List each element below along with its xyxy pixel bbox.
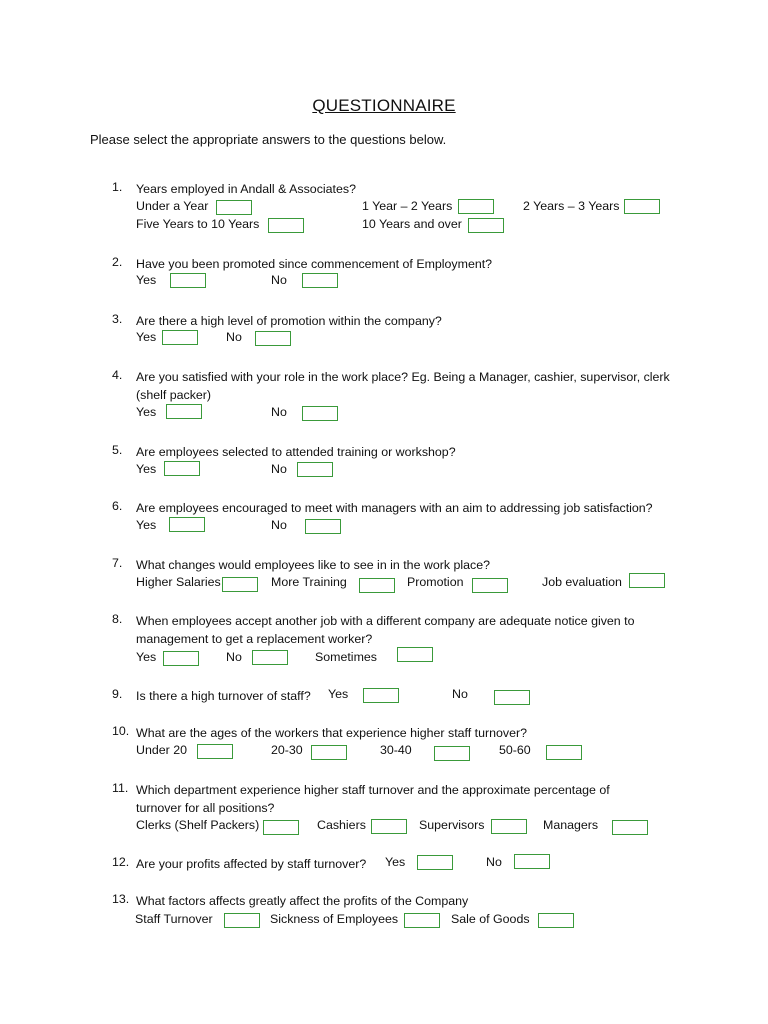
checkbox[interactable]	[494, 690, 530, 705]
checkbox[interactable]	[404, 913, 440, 928]
checkbox[interactable]	[163, 651, 199, 666]
question-text: Are there a high level of promotion within the company?	[136, 314, 442, 328]
question-number: 10.	[112, 724, 130, 738]
checkbox[interactable]	[252, 650, 288, 665]
checkbox[interactable]	[216, 200, 252, 215]
question-text: Which department experience higher staff turnover and the approximate percentage of turnover for all positions?	[136, 783, 610, 815]
question-text: Are employees encouraged to meet with managers with an aim to addressing job satisfaction?	[136, 501, 653, 515]
question-number: 8.	[112, 612, 123, 626]
option-label: Yes	[136, 462, 157, 476]
question-text: Are your profits affected by staff turnover?	[136, 857, 367, 871]
option-label: Job evaluation	[542, 575, 622, 589]
question-number: 2.	[112, 255, 123, 269]
checkbox[interactable]	[297, 462, 333, 477]
option-label: No	[271, 462, 287, 476]
option-label: No	[452, 687, 468, 701]
option-label: Yes	[328, 687, 349, 701]
checkbox[interactable]	[371, 819, 407, 834]
question-number: 13.	[112, 892, 130, 906]
answer-row	[136, 743, 756, 762]
question-number: 5.	[112, 443, 123, 457]
question-text: What changes would employees like to see in in the work place?	[136, 558, 491, 572]
option-label: No	[486, 855, 502, 869]
option-label: Yes	[136, 405, 157, 419]
option-label: Promotion	[407, 575, 464, 589]
option-label: Yes	[136, 518, 157, 532]
answer-row	[136, 575, 756, 594]
checkbox[interactable]	[268, 218, 304, 233]
question-number: 3.	[112, 312, 123, 326]
checkbox[interactable]	[311, 745, 347, 760]
option-label: Sale of Goods	[451, 912, 530, 926]
checkbox[interactable]	[434, 746, 470, 761]
answer-row	[136, 650, 756, 669]
option-label: Under 20	[136, 743, 187, 757]
checkbox[interactable]	[468, 218, 504, 233]
checkbox[interactable]	[472, 578, 508, 593]
answer-row	[136, 199, 756, 218]
checkbox[interactable]	[255, 331, 291, 346]
option-label: 30-40	[380, 743, 412, 757]
option-label: Yes	[136, 330, 157, 344]
checkbox[interactable]	[363, 688, 399, 703]
answer-row	[136, 462, 756, 481]
checkbox[interactable]	[514, 854, 550, 869]
checkbox[interactable]	[302, 273, 338, 288]
question-text: Have you been promoted since commencement of Employment?	[136, 257, 493, 271]
checkbox[interactable]	[458, 199, 494, 214]
checkbox[interactable]	[224, 913, 260, 928]
answer-row	[136, 273, 756, 292]
option-label: Supervisors	[419, 818, 485, 832]
option-label: Yes	[136, 273, 157, 287]
checkbox[interactable]	[491, 819, 527, 834]
option-label: No	[271, 273, 287, 287]
checkbox[interactable]	[263, 820, 299, 835]
option-label: 50-60	[499, 743, 531, 757]
question-text: Are you satisfied with your role in the work place? Eg. Being a Manager, cashier, supervisor, clerk (shelf packer)	[136, 370, 670, 402]
option-label: Yes	[385, 855, 406, 869]
question-number: 9.	[112, 687, 123, 701]
option-label: No	[271, 518, 287, 532]
option-label: Sometimes	[315, 650, 377, 664]
option-label: No	[226, 330, 242, 344]
answer-row	[136, 405, 756, 424]
question-text: What are the ages of the workers that experience higher staff turnover?	[136, 726, 527, 740]
option-label: 1 Year – 2 Years	[362, 199, 453, 213]
question-text: Years employed in Andall & Associates?	[136, 182, 356, 196]
option-label: 2 Years – 3 Years	[523, 199, 620, 213]
checkbox[interactable]	[305, 519, 341, 534]
checkbox[interactable]	[397, 647, 433, 662]
question-number: 4.	[112, 368, 123, 382]
answer-row	[136, 330, 756, 349]
checkbox[interactable]	[629, 573, 665, 588]
checkbox[interactable]	[302, 406, 338, 421]
question-text: When employees accept another job with a different company are adequate notice given to management to get a replacement worker?	[136, 614, 635, 646]
option-label: Yes	[136, 650, 157, 664]
question-number: 11.	[112, 781, 129, 795]
intro-text: Please select the appropriate answers to the questions below.	[90, 132, 447, 147]
checkbox[interactable]	[170, 273, 206, 288]
checkbox[interactable]	[166, 404, 202, 419]
checkbox[interactable]	[359, 578, 395, 593]
option-label: No	[271, 405, 287, 419]
checkbox[interactable]	[169, 517, 205, 532]
question-text: Are employees selected to attended training or workshop?	[136, 445, 456, 459]
option-label: Higher Salaries	[136, 575, 221, 589]
checkbox[interactable]	[162, 330, 198, 345]
question-number: 7.	[112, 556, 123, 570]
option-label: Clerks (Shelf Packers)	[136, 818, 260, 832]
option-label: Sickness of Employees	[270, 912, 399, 926]
checkbox[interactable]	[612, 820, 648, 835]
checkbox[interactable]	[624, 199, 660, 214]
question-text: What factors affects greatly affect the profits of the Company	[136, 894, 469, 908]
question-number: 1.	[112, 180, 123, 194]
answer-row	[136, 818, 756, 837]
option-label: Managers	[543, 818, 599, 832]
option-label: Five Years to 10 Years	[136, 217, 260, 231]
document-title: QUESTIONNAIRE	[312, 96, 456, 115]
answer-row	[136, 518, 756, 537]
checkbox[interactable]	[164, 461, 200, 476]
option-label: More Training	[271, 575, 347, 589]
option-label: Cashiers	[317, 818, 366, 832]
option-label: 10 Years and over	[362, 217, 462, 231]
option-label: 20-30	[271, 743, 303, 757]
option-label: Under a Year	[136, 199, 209, 213]
question-text: Is there a high turnover of staff?	[136, 689, 311, 703]
answer-row	[136, 217, 756, 236]
answer-row	[136, 912, 756, 931]
checkbox[interactable]	[417, 855, 453, 870]
checkbox[interactable]	[538, 913, 574, 928]
question-number: 12.	[112, 855, 130, 869]
option-label: No	[226, 650, 242, 664]
checkbox[interactable]	[197, 744, 233, 759]
question-number: 6.	[112, 499, 123, 513]
checkbox[interactable]	[546, 745, 582, 760]
option-label: Staff Turnover	[135, 912, 213, 926]
checkbox[interactable]	[222, 577, 258, 592]
